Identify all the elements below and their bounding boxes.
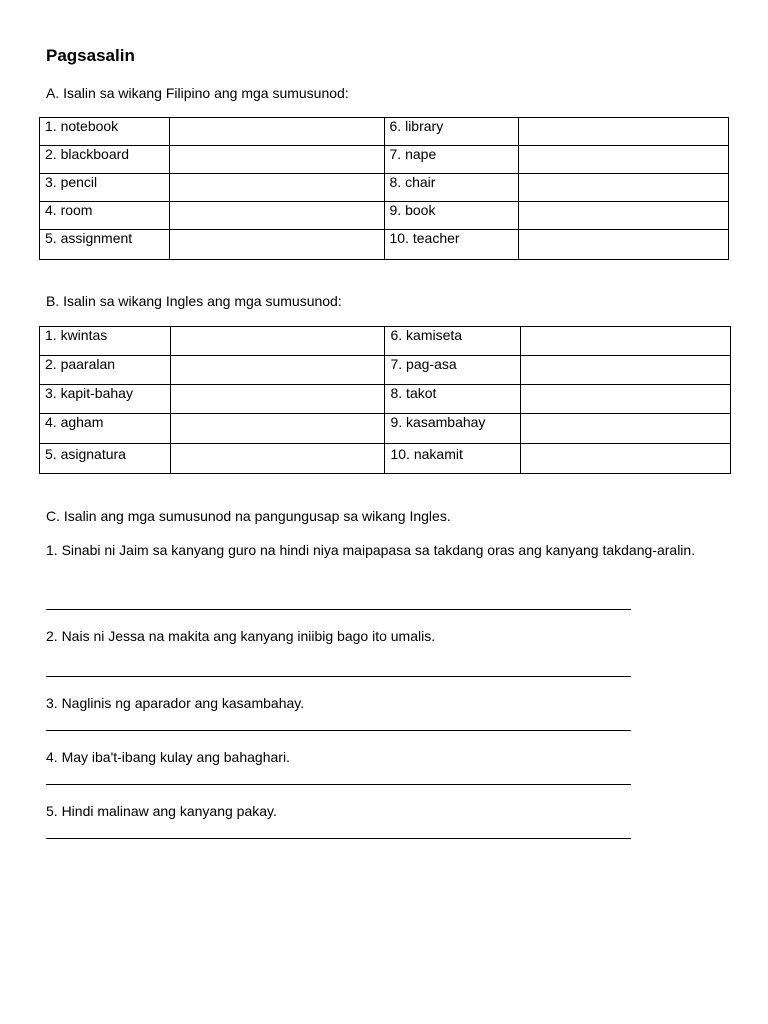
term-cell: 3. kapit-bahay bbox=[40, 385, 171, 414]
term-cell: 8. takot bbox=[385, 385, 521, 414]
answer-cell[interactable] bbox=[519, 202, 729, 230]
table-row bbox=[40, 174, 729, 202]
term-cell: 5. assignment bbox=[40, 230, 170, 260]
term-cell: 9. book bbox=[384, 202, 519, 230]
table-row bbox=[40, 327, 731, 356]
term-cell: 2. paaralan bbox=[40, 356, 171, 385]
answer-cell[interactable] bbox=[521, 444, 731, 474]
answer-line[interactable] bbox=[46, 784, 631, 785]
answer-cell[interactable] bbox=[521, 414, 731, 444]
answer-cell[interactable] bbox=[169, 174, 384, 202]
table-row bbox=[40, 444, 731, 474]
answer-cell[interactable] bbox=[170, 327, 385, 356]
section-b-instruction: B. Isalin sa wikang Ingles ang mga sumusunod: bbox=[46, 293, 342, 309]
answer-line[interactable] bbox=[46, 838, 631, 839]
answer-cell[interactable] bbox=[521, 327, 731, 356]
table-row bbox=[40, 118, 729, 146]
question-item: 1. Sinabi ni Jaim sa kanyang guro na hindi niya maipapasa sa takdang oras ang kanyang takdang-aralin. bbox=[46, 542, 696, 558]
term-cell: 1. notebook bbox=[40, 118, 170, 146]
answer-cell[interactable] bbox=[169, 118, 384, 146]
table-row bbox=[40, 356, 731, 385]
answer-line[interactable] bbox=[46, 730, 631, 731]
section-a-table bbox=[39, 117, 729, 260]
answer-line[interactable] bbox=[46, 676, 631, 677]
answer-cell[interactable] bbox=[521, 356, 731, 385]
answer-cell[interactable] bbox=[169, 146, 384, 174]
term-cell: 7. pag-asa bbox=[385, 356, 521, 385]
question-item: 2. Nais ni Jessa na makita ang kanyang iniibig bago ito umalis. bbox=[46, 628, 436, 644]
question-item: 5. Hindi malinaw ang kanyang pakay. bbox=[46, 803, 277, 819]
term-cell: 3. pencil bbox=[40, 174, 170, 202]
answer-cell[interactable] bbox=[519, 174, 729, 202]
answer-cell[interactable] bbox=[519, 146, 729, 174]
term-cell: 9. kasambahay bbox=[385, 414, 521, 444]
term-cell: 2. blackboard bbox=[40, 146, 170, 174]
page-title: Pagsasalin bbox=[46, 46, 135, 65]
term-cell: 5. asignatura bbox=[40, 444, 171, 474]
section-c-instruction: C. Isalin ang mga sumusunod na pangungusap sa wikang Ingles. bbox=[46, 508, 451, 524]
table-row bbox=[40, 414, 731, 444]
term-cell: 1. kwintas bbox=[40, 327, 171, 356]
question-item: 4. May iba't-ibang kulay ang bahaghari. bbox=[46, 749, 290, 765]
table-row bbox=[40, 146, 729, 174]
table-row bbox=[40, 202, 729, 230]
answer-cell[interactable] bbox=[519, 118, 729, 146]
term-cell: 4. room bbox=[40, 202, 170, 230]
term-cell: 7. nape bbox=[384, 146, 519, 174]
answer-cell[interactable] bbox=[521, 385, 731, 414]
term-cell: 10. teacher bbox=[384, 230, 519, 260]
answer-cell[interactable] bbox=[170, 356, 385, 385]
table-row bbox=[40, 385, 731, 414]
answer-cell[interactable] bbox=[519, 230, 729, 260]
answer-cell[interactable] bbox=[170, 444, 385, 474]
question-item: 3. Naglinis ng aparador ang kasambahay. bbox=[46, 695, 305, 711]
term-cell: 8. chair bbox=[384, 174, 519, 202]
section-b-table bbox=[39, 326, 731, 474]
table-row bbox=[40, 230, 729, 260]
answer-cell[interactable] bbox=[169, 202, 384, 230]
term-cell: 4. agham bbox=[40, 414, 171, 444]
answer-line[interactable] bbox=[46, 609, 631, 610]
term-cell: 6. library bbox=[384, 118, 519, 146]
section-a-instruction: A. Isalin sa wikang Filipino ang mga sumusunod: bbox=[46, 85, 349, 101]
term-cell: 10. nakamit bbox=[385, 444, 521, 474]
term-cell: 6. kamiseta bbox=[385, 327, 521, 356]
answer-cell[interactable] bbox=[170, 414, 385, 444]
answer-cell[interactable] bbox=[169, 230, 384, 260]
answer-cell[interactable] bbox=[170, 385, 385, 414]
